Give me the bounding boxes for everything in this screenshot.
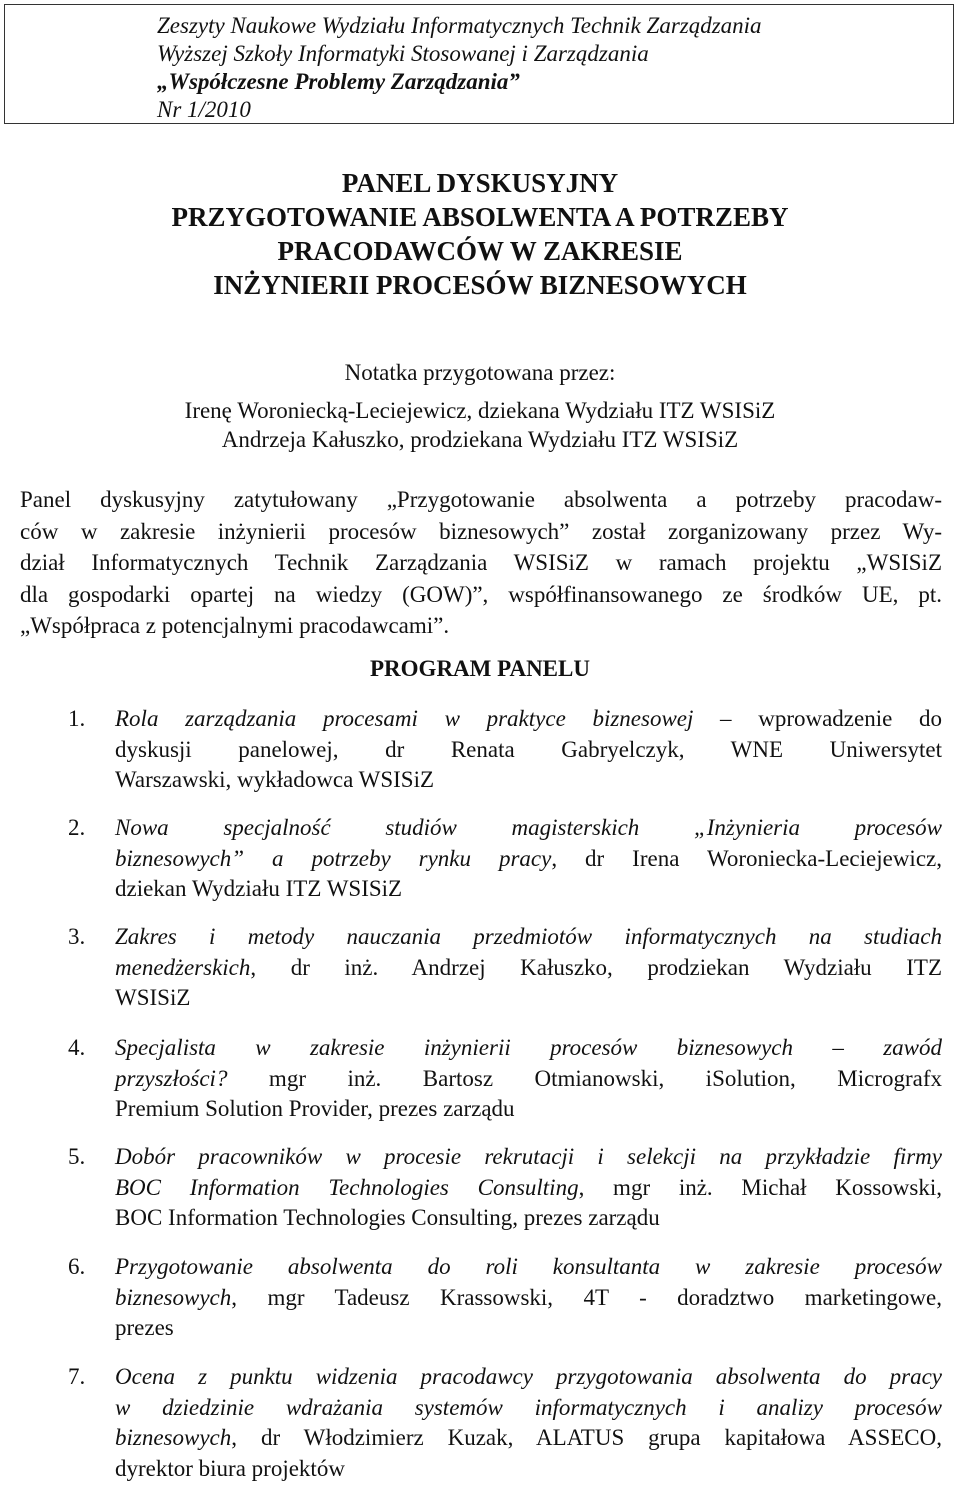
item-number: 1. <box>68 706 86 731</box>
item-topic: Zakres i metody nauczania przedmiotów informatycznych na studiach <box>115 924 942 949</box>
title-line: PRACODAWCÓW W ZAKRESIE <box>277 236 683 266</box>
authors-block <box>0 358 960 454</box>
item-topic: przyszłości? <box>115 1065 228 1091</box>
paragraph-line: dla gospodarki opartej na wiedzy (GOW)”, współfinansowanego ze środków UE, pt. <box>20 581 942 607</box>
item-line <box>115 1173 942 1204</box>
item-topic: Dobór pracowników w procesie rekrutacji i selekcji na przykładzie firmy <box>115 1144 942 1169</box>
item-number: 5. <box>68 1144 86 1169</box>
item-line-rest: , dr inż. Andrzej Kałuszko, prodziekan Wydziału ITZ <box>250 954 942 980</box>
journal-issue-number: Nr 1/2010 <box>157 97 251 122</box>
item-line <box>115 704 942 735</box>
journal-series-title: „Współczesne Problemy Zarządzania” <box>157 69 520 94</box>
item-topic: Rola zarządzania procesami w praktyce biznesowej <box>115 706 694 731</box>
item-topic: w dziedzinie wdrażania systemów informatycznych i analizy procesów <box>115 1394 942 1420</box>
item-number: 4. <box>68 1035 86 1060</box>
item-line: WSISiZ <box>115 985 191 1010</box>
item-text <box>115 922 942 1014</box>
item-line <box>115 1283 942 1314</box>
journal-header-box <box>4 4 954 124</box>
item-line <box>115 1064 942 1095</box>
item-line-rest: , mgr Tadeusz Krassowski, 4T - doradztwo marketingowe, <box>231 1284 942 1310</box>
item-line <box>115 1423 942 1454</box>
item-line: prezes <box>115 1315 174 1340</box>
program-heading: PROGRAM PANELU <box>370 656 590 681</box>
item-line: dyrektor biura projektów <box>115 1455 345 1481</box>
intro-paragraph <box>20 484 942 642</box>
paragraph-line: „Współpraca z potencjalnymi pracodawcami”. <box>20 613 450 638</box>
paragraph-line: ców w zakresie inżynierii procesów biznesowych” został zorganizowany przez Wy- <box>20 518 942 544</box>
item-line-rest: mgr inż. Bartosz Otmianowski, iSolution, Micrografx <box>227 1065 942 1091</box>
item-line <box>115 844 942 875</box>
item-line: BOC Information Technologies Consulting, prezes zarządu <box>115 1205 660 1230</box>
item-topic: biznesowych” a potrzeby rynku pracy <box>115 845 552 871</box>
title-line: PANEL DYSKUSYJNY <box>341 168 619 198</box>
item-text <box>115 1252 942 1344</box>
item-line-rest: , mgr inż. Michał Kossowski, <box>578 1174 942 1200</box>
item-text <box>115 813 942 905</box>
item-number: 6. <box>68 1254 86 1279</box>
item-line-rest: , dr Włodzimierz Kuzak, ALATUS grupa kapitałowa ASSECO, <box>231 1425 942 1450</box>
title-line: INŻYNIERII PROCESÓW BIZNESOWYCH <box>213 270 747 300</box>
item-number: 7. <box>68 1364 86 1389</box>
journal-name-line: Zeszyty Naukowe Wydziału Informatycznych Technik Zarządzania <box>157 13 762 38</box>
item-number: 3. <box>68 924 86 949</box>
article-title <box>0 166 960 302</box>
item-line: Warszawski, wykładowca WSISiZ <box>115 767 435 792</box>
item-line: dziekan Wydziału ITZ WSISiZ <box>115 876 403 901</box>
item-line <box>115 953 942 984</box>
item-text <box>115 1033 942 1125</box>
title-line: PRZYGOTOWANIE ABSOLWENTA A POTRZEBY <box>171 202 789 232</box>
author-line: Andrzeja Kałuszko, prodziekana Wydziału ITZ WSISiZ <box>221 427 739 452</box>
author-line: Irenę Woroniecką-Leciejewicz, dziekana Wydziału ITZ WSISiZ <box>184 398 776 423</box>
item-line-rest: , dr Irena Woroniecka-Leciejewicz, <box>551 845 942 871</box>
item-line: dyskusji panelowej, dr Renata Gabryelczyk, WNE Uniwersytet <box>115 736 942 762</box>
journal-school-line: Wyższej Szkoły Informatyki Stosowanej i Zarządzania <box>157 41 649 66</box>
item-topic: Ocena z punktu widzenia pracodawcy przygotowania absolwenta do pracy <box>115 1364 942 1389</box>
item-topic: Nowa specjalność studiów magisterskich „Inżynieria procesów <box>115 815 942 840</box>
item-text <box>115 704 942 796</box>
item-line: Premium Solution Provider, prezes zarządu <box>115 1096 515 1121</box>
item-line-rest: – wprowadzenie do <box>693 706 942 731</box>
paragraph-line: dział Informatycznych Technik Zarządzania WSISiZ w ramach projektu „WSISiZ <box>20 550 942 575</box>
item-topic: menedżerskich <box>115 954 251 980</box>
paragraph-line: Panel dyskusyjny zatytułowany „Przygotowanie absolwenta a potrzeby pracodaw- <box>20 487 942 512</box>
item-topic: biznesowych <box>115 1284 232 1310</box>
item-topic: Specjalista w zakresie inżynierii procesów biznesowych – zawód <box>115 1035 942 1060</box>
item-text <box>115 1362 942 1484</box>
item-topic: Przygotowanie absolwenta do roli konsultanta w zakresie procesów <box>115 1254 942 1279</box>
item-topic: biznesowych <box>115 1425 232 1450</box>
note-label: Notatka przygotowana przez: <box>344 360 616 385</box>
item-number: 2. <box>68 815 86 840</box>
item-topic: BOC Information Technologies Consulting <box>115 1174 579 1200</box>
item-text <box>115 1142 942 1234</box>
